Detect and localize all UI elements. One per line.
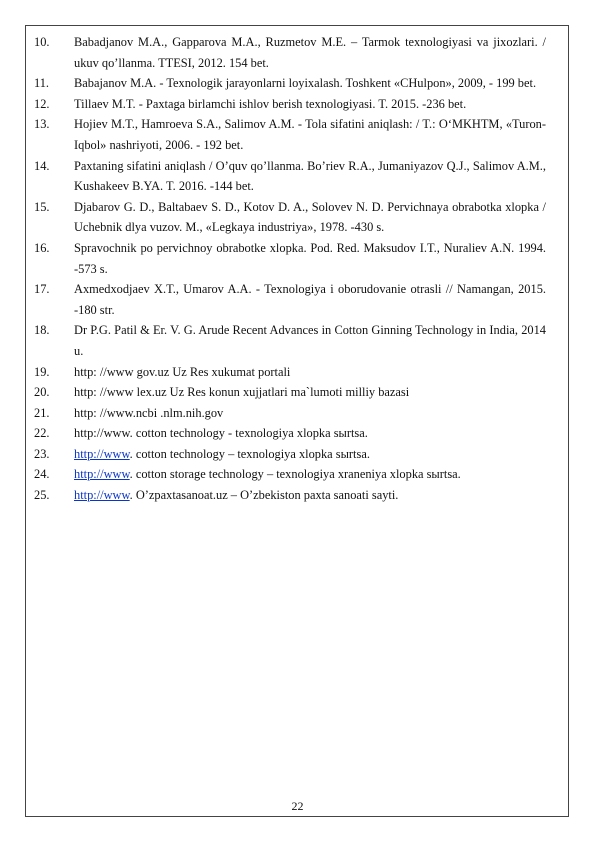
reference-text: Axmedxodjaev X.T., Umarov A.A. - Texnologiya i oborudovanie otrasli // Namangan, 2015. -180 str. xyxy=(74,282,546,317)
reference-text: Hojiev M.T., Hamroeva S.A., Salimov A.M. - Tola sifatini aniqlash: / T.: O‘MKHTM, «Turon-Iqbol» nashriyoti, 2006. - 192 bet. xyxy=(74,117,546,152)
reference-number: 25. xyxy=(34,488,50,503)
reference-list xyxy=(34,32,546,506)
page-number: 22 xyxy=(291,799,304,813)
reference-link-suffix: . cotton storage technology – texnologiya xraneniya xlopka sыrtsa. xyxy=(129,467,461,482)
reference-text: http: //www gov.uz Uz Res xukumat portali xyxy=(74,364,291,379)
reference-item xyxy=(34,423,546,444)
reference-item xyxy=(34,238,546,279)
reference-text: Djabarov G. D., Baltabaev S. D., Kotov D. A., Solovev N. D. Pervichnaya obrabotka xlopka / Uchebnik dlya vuzov. M., «Legkaya industriya», 1978. -430 s. xyxy=(74,199,546,235)
reference-text: Dr P.G. Patil & Er. V. G. Arude Recent Advances in Cotton Ginning Technology in India, 2014 u. xyxy=(74,323,546,358)
reference-text xyxy=(74,464,546,485)
reference-number: 18. xyxy=(34,323,50,338)
reference-number: 14. xyxy=(34,158,50,173)
reference-number: 21. xyxy=(34,405,50,420)
reference-text: http: //www lex.uz Uz Res konun xujjatlari ma`lumoti milliy bazasi xyxy=(74,385,410,400)
reference-number: 13. xyxy=(34,117,50,132)
reference-item xyxy=(34,485,546,506)
reference-item xyxy=(34,32,546,73)
reference-number: 22. xyxy=(34,426,50,441)
reference-link[interactable]: http://www xyxy=(74,467,130,482)
reference-item xyxy=(34,94,546,115)
reference-text xyxy=(74,444,546,465)
reference-text xyxy=(74,485,546,506)
reference-number: 12. xyxy=(34,96,50,111)
reference-number: 20. xyxy=(34,385,50,400)
reference-item xyxy=(34,444,546,465)
reference-item xyxy=(34,403,546,424)
reference-number: 24. xyxy=(34,467,50,482)
reference-text: Spravochnik po pervichnoy obrabotke xlopka. Pod. Red. Maksudov I.T., Nuraliev A.N. 1994. -573 s. xyxy=(74,240,546,276)
reference-item xyxy=(34,197,546,238)
reference-item xyxy=(34,279,546,320)
reference-number: 16. xyxy=(34,240,50,255)
reference-number: 17. xyxy=(34,282,50,297)
reference-link[interactable]: http://www xyxy=(74,488,130,503)
reference-text: Babajanov M.A. - Texnologik jarayonlarni loyixalash. Toshkent «CHulpon», 2009, - 199 bet. xyxy=(74,76,537,91)
reference-text: http: //www.ncbi .nlm.nih.gov xyxy=(74,405,224,420)
reference-link-suffix: . cotton technology – texnologiya xlopka sыrtsa. xyxy=(129,446,370,461)
reference-item xyxy=(34,362,546,383)
reference-item xyxy=(34,320,546,361)
reference-number: 15. xyxy=(34,199,50,214)
reference-link-suffix: . O’zpaxtasanoat.uz – O’zbekiston paxta sanoati sayti. xyxy=(129,488,399,503)
reference-item xyxy=(34,73,546,94)
reference-number: 11. xyxy=(34,76,50,91)
reference-text: Tillaev M.T. - Paxtaga birlamchi ishlov berish texnologiyasi. T. 2015. -236 bet. xyxy=(74,96,467,111)
reference-text: Babadjanov M.A., Gapparova M.A., Ruzmetov M.E. – Tarmok texnologiyasi va jixozlari. / ukuv qo’llanma. TTESI, 2012. 154 bet. xyxy=(74,35,546,70)
reference-number: 10. xyxy=(34,35,50,49)
reference-item xyxy=(34,156,546,197)
reference-text: Paxtaning sifatini aniqlash / O’quv qo’llanma. Bo’riev R.A., Jumaniyazov Q.J., Salimov A.M., Kushakeev B.YA. T. 2016. -144 bet. xyxy=(74,158,546,194)
reference-link[interactable]: http://www xyxy=(74,446,130,461)
reference-number: 19. xyxy=(34,364,50,379)
reference-item xyxy=(34,114,546,155)
reference-item xyxy=(34,464,546,485)
reference-item xyxy=(34,382,546,403)
reference-text: http://www. cotton technology - texnologiya xlopka sыrtsa. xyxy=(74,426,368,441)
reference-number: 23. xyxy=(34,446,50,461)
